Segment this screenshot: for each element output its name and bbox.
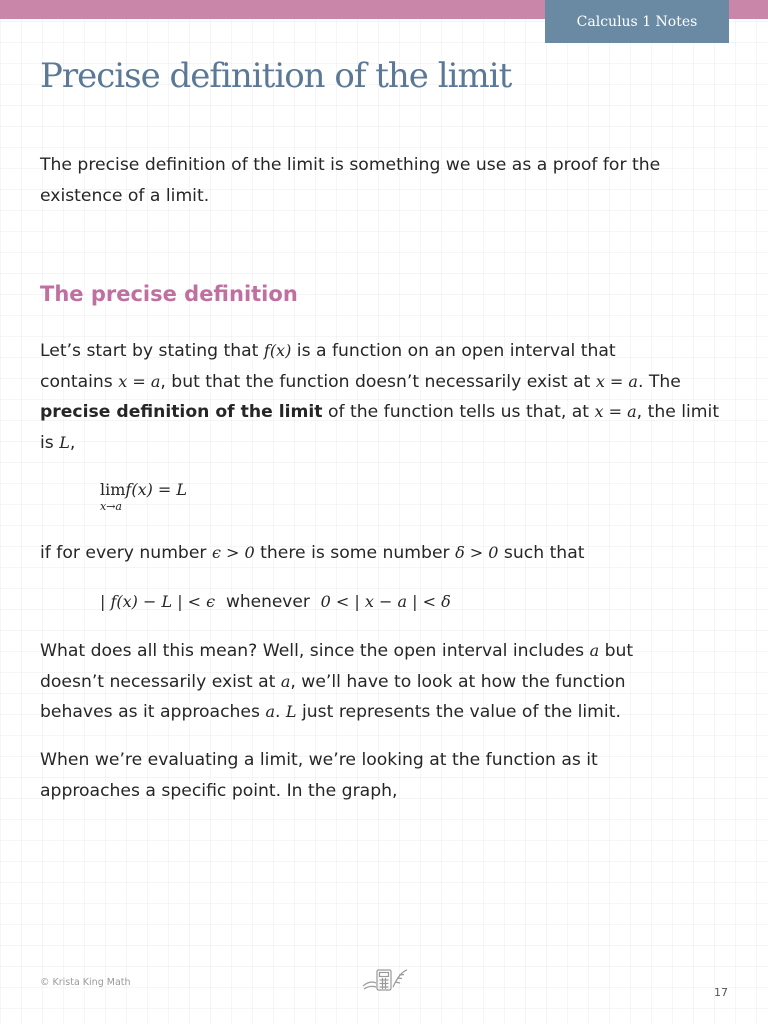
def-text: , but that the function doesn’t necessarily exist at [160, 371, 596, 392]
page-title: Precise definition of the limit [40, 56, 512, 96]
bold-term: precise definition of the limit [40, 402, 323, 422]
math-x-equals-a: x = a [594, 402, 637, 421]
def-text: , the limit [636, 402, 720, 422]
def-text: of the function tells us that, at [322, 402, 595, 422]
math-L: L [59, 432, 70, 452]
calculator-logo-icon [360, 966, 410, 996]
meaning-paragraph [40, 636, 730, 728]
meaning-text: doesn’t necessarily exist at [40, 671, 281, 692]
footer-copyright: © Krista King Math [40, 977, 131, 988]
math-delta: δ > 0 [455, 543, 499, 562]
lim-subscript: x→a [100, 500, 122, 513]
page-number: 17 [714, 986, 728, 999]
header-tab-label: Calculus 1 Notes [576, 13, 698, 30]
limit-equation [100, 480, 187, 513]
header-tab [545, 0, 729, 43]
definition-paragraph [40, 336, 730, 458]
intro-line-1: The precise definition of the limit is something we use as a proof for the [40, 155, 661, 175]
meaning-text: just represents the value of the limit. [296, 702, 621, 722]
def-text: is [40, 432, 60, 453]
intro-line-2: existence of a limit. [40, 185, 210, 206]
math-x-equals-a: x = a [118, 371, 161, 391]
cond-right: 0 < | x − a | < δ [320, 592, 451, 611]
math-a: a [280, 671, 291, 691]
meaning-text: but [599, 641, 634, 661]
cond-text: if for every number [40, 543, 212, 563]
lim-expression: f(x) = L [125, 480, 188, 499]
evaluating-paragraph [40, 745, 730, 806]
section-title: The precise definition [40, 282, 298, 306]
math-a: a [589, 641, 600, 660]
meaning-text: behaves as it approaches [40, 702, 266, 722]
epsilon-delta-condition [100, 592, 451, 612]
def-text: contains [40, 371, 119, 392]
cond-left: | f(x) − L | < ϵ [100, 592, 216, 611]
math-x-equals-a: x = a [595, 371, 638, 391]
meaning-text: What does all this mean? Well, since the open interval includes [40, 641, 590, 661]
def-text: . The [637, 371, 681, 392]
def-text: , [69, 432, 76, 453]
math-epsilon: ϵ > 0 [211, 543, 255, 562]
evaluating-line-1: When we’re evaluating a limit, we’re looking at the function as it [40, 750, 598, 770]
def-text: is a function on an open interval that [291, 341, 616, 361]
meaning-text: . [274, 702, 286, 722]
lim-operator: lim [100, 480, 126, 499]
condition-paragraph [40, 538, 730, 569]
def-text: Let’s start by stating that [40, 341, 264, 361]
cond-text: there is some number [254, 543, 456, 563]
math-fx: f(x) [263, 341, 292, 360]
intro-paragraph [40, 150, 730, 211]
math-L: L [285, 702, 297, 721]
meaning-text: , we’ll have to look at how the function [290, 671, 626, 692]
cond-text: such that [498, 543, 585, 563]
cond-whenever: whenever [225, 592, 310, 612]
math-a: a [265, 702, 275, 721]
evaluating-line-2: approaches a specific point. In the graph, [40, 780, 398, 801]
